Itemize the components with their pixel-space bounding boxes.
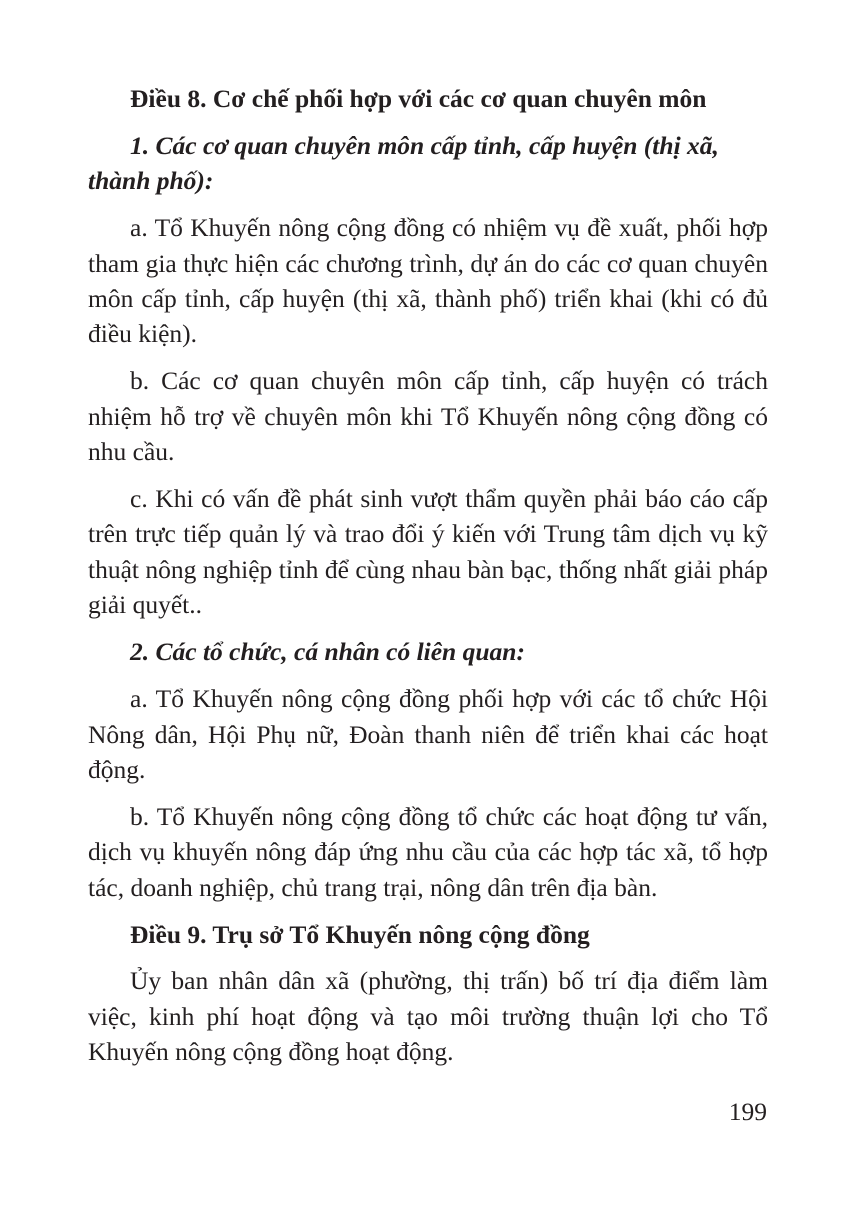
section-2-item-b: b. Tổ Khuyến nông cộng đồng tổ chức các hoạt động tư vấn, dịch vụ khuyến nông đáp ứng nhu cầu của các hợp tác xã, tổ hợp tác, doanh nghiệp, chủ trang trại, nông dân trên địa bàn.	[88, 801, 768, 902]
section-1-item-b: b. Các cơ quan chuyên môn cấp tỉnh, cấp huyện có trách nhiệm hỗ trợ về chuyên môn khi Tổ Khuyến nông cộng đồng có nhu cầu.	[88, 366, 768, 467]
section-2-item-a: a. Tổ Khuyến nông cộng đồng phối hợp với các tổ chức Hội Nông dân, Hội Phụ nữ, Đoàn thanh niên để triển khai các hoạt động.	[88, 684, 768, 784]
article-8-heading: Điều 8. Cơ chế phối hợp với các cơ quan chuyên môn	[130, 84, 707, 113]
document-page	[88, 81, 768, 1081]
section-1-item-c: c. Khi có vấn đề phát sinh vượt thẩm quyền phải báo cáo cấp trên trực tiếp quản lý và trao đổi ý kiến với Trung tâm dịch vụ kỹ thuật nông nghiệp tỉnh để cùng nhau bàn bạc, thống nhất giải pháp giải quyết..	[88, 484, 768, 620]
article-9-heading: Điều 9. Trụ sở Tổ Khuyến nông cộng đồng	[130, 919, 590, 949]
page-number: 199	[728, 1097, 767, 1126]
section-2-heading: 2. Các tổ chức, cá nhân có liên quan:	[130, 637, 525, 667]
section-1-item-a: a. Tổ Khuyến nông cộng đồng có nhiệm vụ đề xuất, phối hợp tham gia thực hiện các chương trình, dự án do các cơ quan chuyên môn cấp tỉnh, cấp huyện (thị xã, thành phố) triển khai (khi có đủ điều kiện).	[88, 213, 768, 349]
section-1-heading: 1. Các cơ quan chuyên môn cấp tỉnh, cấp huyện (thị xã, thành phố):	[88, 130, 719, 196]
article-9-body: Ủy ban nhân dân xã (phường, thị trấn) bố trí địa điểm làm việc, kinh phí hoạt động và tạo môi trường thuận lợi cho Tổ Khuyến nông cộng đồng hoạt động.	[88, 966, 768, 1067]
